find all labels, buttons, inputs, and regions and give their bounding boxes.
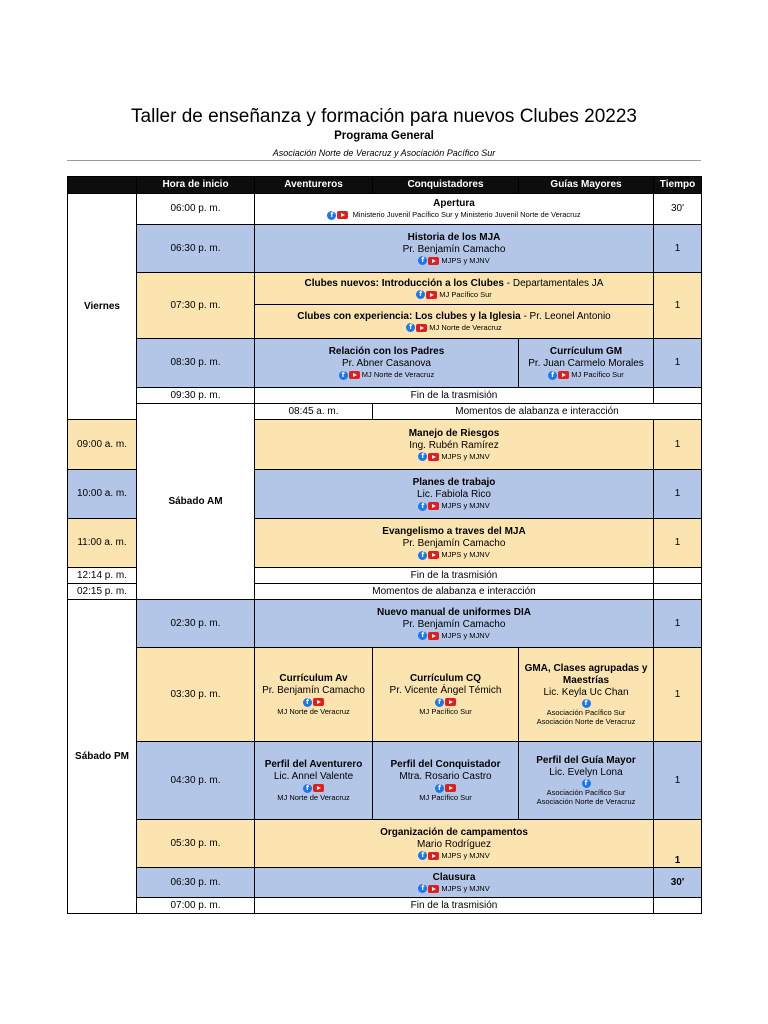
tiempo-cell: 1: [654, 742, 702, 820]
header-divider: [67, 160, 701, 161]
session-title: Clausura: [432, 871, 476, 883]
page-subtitle: Programa General: [334, 130, 434, 142]
session-speaker: Pr. Benjamín Camacho: [402, 243, 506, 255]
session-speaker: Pr. Juan Carmelo Morales: [528, 358, 644, 370]
table-row: [68, 225, 702, 273]
time-cell: 02:15 p. m.: [68, 584, 137, 600]
youtube-icon: [428, 852, 439, 860]
session-fin: Fin de la trasmisión: [255, 898, 654, 914]
session-title: Perfil del Aventurero: [264, 759, 363, 771]
page-title: Taller de enseñanza y formación para nuevos Clubes 20223: [131, 106, 637, 127]
facebook-icon: f: [418, 256, 427, 265]
header-aventureros: Aventureros: [255, 177, 373, 194]
facebook-icon: f: [303, 784, 312, 793]
day-label-sabado-am: Sábado AM: [137, 404, 255, 600]
tiempo-cell: 1: [654, 519, 702, 568]
youtube-icon: [428, 551, 439, 559]
channel-label: MJPS y MJNV: [441, 850, 490, 860]
facebook-icon: f: [548, 371, 557, 380]
youtube-icon: [416, 324, 427, 332]
session-relacion-padres: [255, 339, 519, 388]
session-title: Historia de los MJA: [407, 231, 501, 243]
session-speaker: Pr. Benjamín Camacho: [262, 685, 365, 697]
time-cell: 08:45 a. m.: [255, 404, 373, 420]
session-title: Clubes nuevos: Introducción a los Clubes: [304, 277, 504, 289]
channel-label: Asociación Pacífico Sur: [546, 788, 626, 798]
youtube-icon: [445, 784, 456, 792]
channel-label: Asociación Pacífico Sur: [546, 708, 626, 718]
youtube-icon: [428, 632, 439, 640]
time-cell: 04:30 p. m.: [137, 742, 255, 820]
channel-label: MJPS y MJNV: [441, 883, 490, 893]
day-label-sabado-pm: Sábado PM: [68, 600, 137, 914]
session-title: Relación con los Padres: [328, 346, 445, 358]
tiempo-cell: 30': [654, 194, 702, 225]
session-speaker: Pr. Vicente Ángel Témich: [389, 685, 502, 697]
session-title: Manejo de Riesgos: [408, 427, 500, 439]
session-perfil-conquistador: [373, 742, 519, 820]
time-cell: 11:00 a. m.: [68, 519, 137, 568]
table-row: [68, 404, 702, 420]
session-title: Evangelismo a traves del MJA: [382, 526, 526, 538]
facebook-icon: f: [418, 851, 427, 860]
facebook-icon: f: [327, 211, 336, 220]
tiempo-cell: 1: [654, 225, 702, 273]
tiempo-cell: [654, 898, 702, 914]
session-curriculum-gm: [519, 339, 654, 388]
time-cell: 06:00 p. m.: [137, 194, 255, 225]
channel-label: MJPS y MJNV: [441, 630, 490, 640]
facebook-icon: f: [418, 502, 427, 511]
channel-label: Asociación Norte de Veracruz: [536, 797, 636, 807]
youtube-icon: [428, 453, 439, 461]
header-tiempo: Tiempo: [654, 177, 702, 194]
session-title: Currículum GM: [549, 346, 623, 358]
channel-label: MJPS y MJNV: [441, 255, 490, 265]
session-title-suffix: - Pr. Leonel Antonio: [520, 310, 611, 322]
channel-label: MJPS y MJNV: [441, 501, 490, 511]
tiempo-cell: [654, 388, 702, 404]
youtube-icon: [337, 211, 348, 219]
time-cell: 08:30 p. m.: [137, 339, 255, 388]
table-row: [68, 820, 702, 868]
table-header-row: [68, 177, 702, 194]
session-curriculum-cq: [373, 648, 519, 742]
facebook-icon: f: [418, 884, 427, 893]
schedule-table: [67, 176, 702, 914]
session-clubes-experiencia: [255, 305, 654, 339]
session-evangelismo: [255, 519, 654, 568]
channel-label: MJPS y MJNV: [441, 451, 490, 461]
tiempo-cell: 1: [654, 648, 702, 742]
session-fin: Fin de la trasmisión: [255, 568, 654, 584]
session-clubes-nuevos: [255, 273, 654, 305]
table-row: [68, 742, 702, 820]
table-row: [68, 194, 702, 225]
tiempo-cell: 1: [654, 339, 702, 388]
session-title: Nuevo manual de uniformes DIA: [377, 606, 531, 618]
channel-label: MJ Pacífico Sur: [419, 706, 472, 716]
facebook-icon: f: [418, 631, 427, 640]
session-speaker: Lic. Keyla Uc Chan: [543, 686, 629, 698]
channel-label: MJ Pacífico Sur: [571, 370, 624, 380]
session-perfil-aventurero: [255, 742, 373, 820]
table-row: [68, 600, 702, 648]
tiempo-cell: [654, 584, 702, 600]
time-cell: 10:00 a. m.: [68, 470, 137, 519]
facebook-icon: f: [435, 784, 444, 793]
time-cell: 06:30 p. m.: [137, 868, 255, 898]
session-speaker: Lic. Annel Valente: [273, 771, 354, 783]
header-day: [68, 177, 137, 194]
session-title: GMA, Clases agrupadas y Maestrías: [524, 662, 648, 686]
facebook-icon: f: [582, 699, 591, 708]
facebook-icon: f: [418, 452, 427, 461]
session-campamentos: [255, 820, 654, 868]
associations-line: Asociación Norte de Veracruz y Asociación Pacífico Sur: [272, 148, 496, 158]
youtube-icon: [313, 698, 324, 706]
channel-label: MJ Norte de Veracruz: [361, 370, 435, 380]
youtube-icon: [428, 502, 439, 510]
facebook-icon: f: [582, 779, 591, 788]
session-title: Currículum CQ: [409, 673, 482, 685]
youtube-icon: [445, 698, 456, 706]
session-speaker: Pr. Benjamín Camacho: [402, 618, 506, 630]
session-speaker: Lic. Evelyn Lona: [549, 766, 623, 778]
session-alabanza: Momentos de alabanza e interacción: [255, 584, 654, 600]
table-row: [68, 273, 702, 305]
facebook-icon: f: [303, 698, 312, 707]
session-speaker: Ing. Rubén Ramírez: [409, 439, 499, 451]
youtube-icon: [428, 257, 439, 265]
facebook-icon: f: [416, 290, 425, 299]
facebook-icon: f: [406, 323, 415, 332]
channel-label: Asociación Norte de Veracruz: [536, 717, 636, 727]
session-alabanza: Momentos de alabanza e interacción: [373, 404, 702, 420]
session-manejo-riesgos: [255, 420, 654, 470]
time-cell: 06:30 p. m.: [137, 225, 255, 273]
tiempo-cell: 1: [654, 470, 702, 519]
facebook-icon: f: [339, 371, 348, 380]
tiempo-cell: [654, 568, 702, 584]
table-row: [68, 388, 702, 404]
youtube-icon: [313, 784, 324, 792]
tiempo-cell: 1: [654, 820, 702, 868]
time-cell: 09:30 p. m.: [137, 388, 255, 404]
session-title: Apertura: [433, 198, 475, 210]
session-speaker: Pr. Benjamín Camacho: [402, 538, 506, 550]
session-speaker: Mtra. Rosario Castro: [399, 771, 492, 783]
day-label-viernes: Viernes: [68, 194, 137, 420]
session-title: Clubes con experiencia: Los clubes y la Iglesia: [297, 310, 521, 322]
session-title-suffix: - Departamentales JA: [503, 277, 604, 289]
session-title: Organización de campamentos: [380, 826, 528, 838]
time-cell: 12:14 p. m.: [68, 568, 137, 584]
session-planes-trabajo: [255, 470, 654, 519]
time-cell: 02:30 p. m.: [137, 600, 255, 648]
time-cell: 07:00 p. m.: [137, 898, 255, 914]
session-title: Currículum Av: [279, 673, 348, 685]
session-speaker: Pr. Abner Casanova: [342, 358, 431, 370]
session-apertura: [255, 194, 654, 225]
session-clausura: [255, 868, 654, 898]
facebook-icon: f: [418, 551, 427, 560]
table-row: [68, 339, 702, 388]
session-curriculum-av: [255, 648, 373, 742]
channel-label: MJ Norte de Veracruz: [429, 322, 502, 332]
session-manual-uniformes: [255, 600, 654, 648]
session-perfil-guia-mayor: [519, 742, 654, 820]
session-title: Perfil del Conquistador: [390, 759, 501, 771]
tiempo-cell: 1: [654, 273, 702, 339]
channel-label: Ministerio Juvenil Pacífico Sur y Ministerio Juvenil Norte de Veracruz: [352, 210, 581, 220]
table-row: [68, 648, 702, 742]
channel-label: MJ Norte de Veracruz: [277, 792, 350, 802]
channel-label: MJPS y MJNV: [441, 550, 490, 560]
youtube-icon: [428, 885, 439, 893]
header-hora: Hora de inicio: [137, 177, 255, 194]
session-gma-clases: [519, 648, 654, 742]
header-conquistadores: Conquistadores: [373, 177, 519, 194]
session-fin: Fin de la trasmisión: [255, 388, 654, 404]
time-cell: 07:30 p. m.: [137, 273, 255, 339]
header-guias-mayores: Guías Mayores: [519, 177, 654, 194]
session-speaker: Mario Rodríguez: [417, 838, 491, 850]
tiempo-cell: 1: [654, 420, 702, 470]
table-row: [68, 868, 702, 898]
tiempo-cell: 30': [654, 868, 702, 898]
tiempo-cell: 1: [654, 600, 702, 648]
session-speaker: Lic. Fabiola Rico: [417, 489, 491, 501]
channel-label: MJ Pacífico Sur: [439, 289, 492, 299]
facebook-icon: f: [435, 698, 444, 707]
time-cell: 09:00 a. m.: [68, 420, 137, 470]
youtube-icon: [426, 291, 437, 299]
session-title: Planes de trabajo: [412, 477, 496, 489]
time-cell: 03:30 p. m.: [137, 648, 255, 742]
channel-label: MJ Norte de Veracruz: [277, 706, 350, 716]
time-cell: 05:30 p. m.: [137, 820, 255, 868]
channel-label: MJ Pacífico Sur: [419, 792, 472, 802]
session-historia: [255, 225, 654, 273]
table-row: [68, 898, 702, 914]
session-title: Perfil del Guía Mayor: [536, 754, 636, 766]
youtube-icon: [558, 371, 569, 379]
youtube-icon: [349, 371, 360, 379]
